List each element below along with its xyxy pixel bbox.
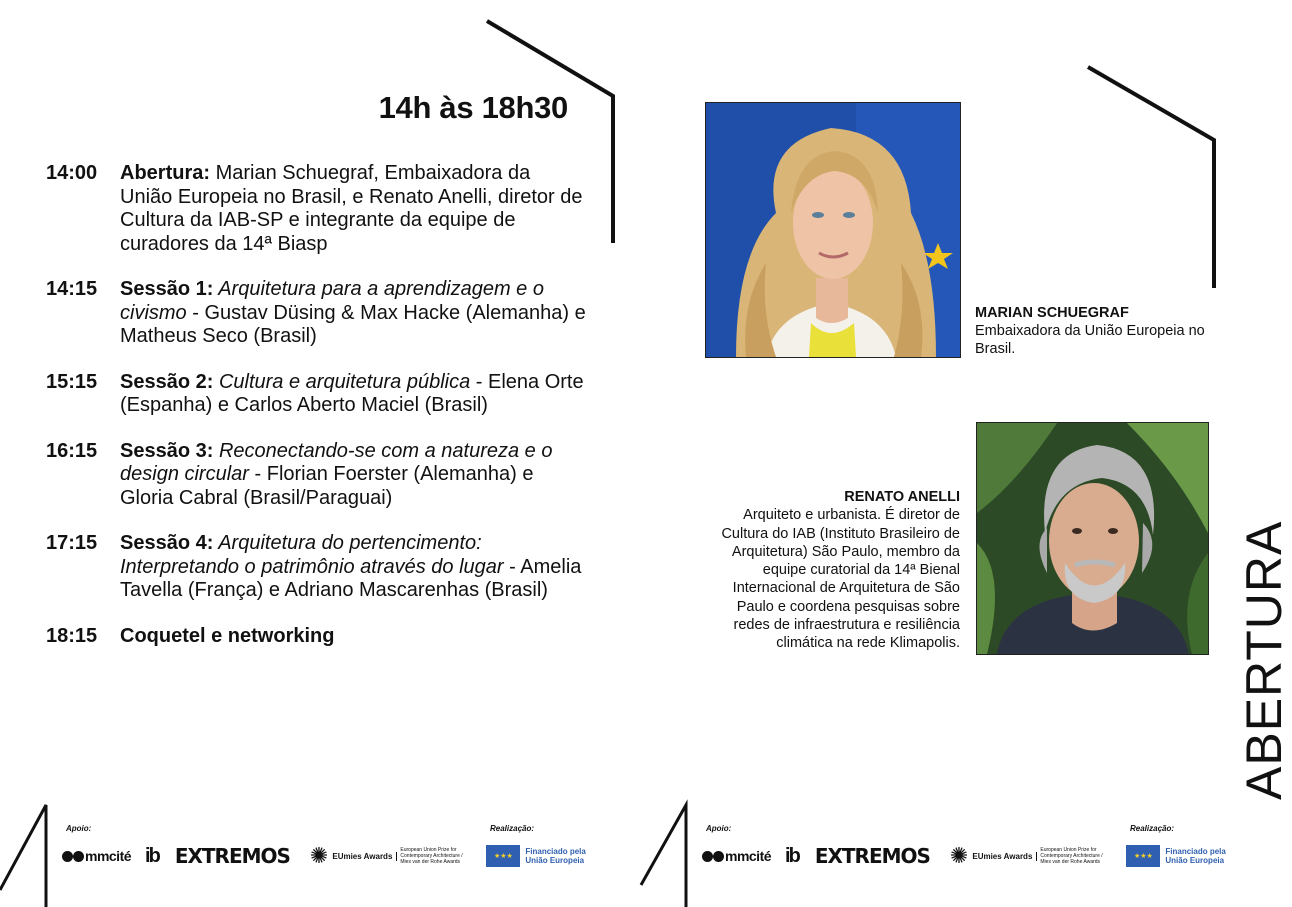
eu-flag-icon: ★★★ (1126, 845, 1160, 867)
realizacao-label: Realização: (490, 824, 535, 833)
agenda-label: Sessão 2: (120, 370, 214, 393)
agenda-text: Marian Schuegraf, Embaixadora da União Europeia no Brasil, e Renato Anelli, diretor de Cultura da IAB-SP e integrante da equipe de curadores da 14ª Biasp (120, 162, 583, 255)
agenda-item (46, 625, 586, 649)
schedule-time-range: 14h às 18h30 (378, 90, 568, 125)
agenda-text: - Amelia Tavella (França) e Adriano Mascarenhas (Brasil) (120, 555, 582, 601)
agenda-label: Sessão 1: (120, 278, 214, 300)
agenda-text: - Elena Orte (Espanha) e Carlos Aberto Maciel (Brasil) (120, 370, 584, 416)
eumies-title: EUmies Awards (332, 852, 397, 861)
agenda-topic: Arquitetura para a aprendizagem e o civismo (120, 278, 544, 324)
agenda-label: Sessão 3: (120, 439, 214, 462)
apoio-label: Apoio: (706, 824, 732, 833)
eumies-awards-logo (950, 845, 1110, 867)
section-title-vertical: ABERTURA (1236, 520, 1292, 800)
ib-logo: ib (145, 844, 159, 867)
eumies-title: EUmies Awards (972, 852, 1037, 861)
burst-icon: ✺ (309, 843, 329, 868)
marian-bio: Embaixadora da União Europeia no Brasil. (975, 323, 1205, 357)
eu-flag-icon: ★★★ (486, 845, 520, 867)
agenda-time: 17:15 (46, 532, 98, 554)
marian-caption (975, 304, 1225, 358)
eu-funding-text: Financiado pela União Europeia (1165, 847, 1226, 865)
agenda-topic: Arquitetura do pertencimento: Interpretando o patrimônio através do lugar (120, 532, 504, 578)
mmcite-logo (702, 848, 771, 864)
agenda-label: Abertura: (120, 162, 211, 184)
agenda-time: 15:15 (46, 370, 98, 393)
footer-left (62, 818, 622, 878)
eumies-subtitle: European Union Prize for Contemporary Architecture / Mies van der Rohe Awards (1040, 847, 1103, 865)
renato-photo (976, 422, 1209, 655)
marian-photo (705, 102, 961, 358)
agenda-time: 14:15 (46, 278, 98, 300)
footer-right (702, 818, 1262, 878)
agenda-item (46, 162, 586, 256)
renato-caption (712, 488, 960, 653)
agenda-text: - Gustav Düsing & Max Hacke (Alemanha) e Matheus Seco (Brasil) (120, 301, 586, 347)
agenda-topic: Reconectando-se com a natureza e o design circular (120, 439, 553, 485)
agenda-label: Sessão 4: (120, 532, 214, 554)
eu-funding-logo (486, 845, 587, 867)
eumies-subtitle: European Union Prize for Contemporary Architecture / Mies van der Rohe Awards (400, 847, 463, 865)
extremos-logo: EXTREMOS (814, 844, 930, 868)
agenda-label: Coquetel e networking (120, 624, 335, 647)
marian-name: MARIAN SCHUEGRAF (975, 305, 1129, 321)
burst-icon: ✺ (949, 843, 969, 868)
renato-bio: Arquiteto e urbanista. É diretor de Cultura do IAB (Instituto Brasileiro de Arquitetura) São Paulo, membro da equipe curatorial da 14ª Bienal Internacional de Arquitetura de São Paulo e coordena pesquisas sobre redes de infraestrutura e resiliência climática na rede Klimapolis. (721, 507, 960, 652)
realizacao-label: Realização: (1130, 824, 1175, 833)
agenda-text: - Florian Foerster (Alemanha) e Gloria Cabral (Brasil/Paraguai) (120, 463, 534, 509)
mmcite-logo-text: mmcité (85, 848, 132, 864)
mmcite-logo (62, 848, 131, 864)
agenda-time: 16:15 (46, 439, 98, 462)
renato-name: RENATO ANELLI (844, 489, 960, 505)
sponsor-logos (62, 844, 587, 868)
eu-funding-logo (1126, 845, 1227, 867)
sponsor-logos (702, 844, 1227, 868)
agenda-time: 14:00 (46, 162, 98, 184)
agenda-item (46, 371, 586, 418)
mmcite-logo-text: mmcité (725, 848, 772, 864)
agenda-topic: Cultura e arquitetura pública (213, 370, 471, 393)
ib-logo: ib (785, 844, 799, 867)
agenda-item (46, 278, 586, 349)
agenda-item (46, 532, 586, 603)
agenda-time: 18:15 (46, 624, 98, 647)
agenda-list (46, 162, 586, 670)
apoio-label: Apoio: (66, 824, 92, 833)
extremos-logo: EXTREMOS (174, 844, 290, 868)
eumies-awards-logo (310, 845, 470, 867)
eu-funding-text: Financiado pela União Europeia (525, 847, 586, 865)
agenda-item (46, 440, 586, 511)
